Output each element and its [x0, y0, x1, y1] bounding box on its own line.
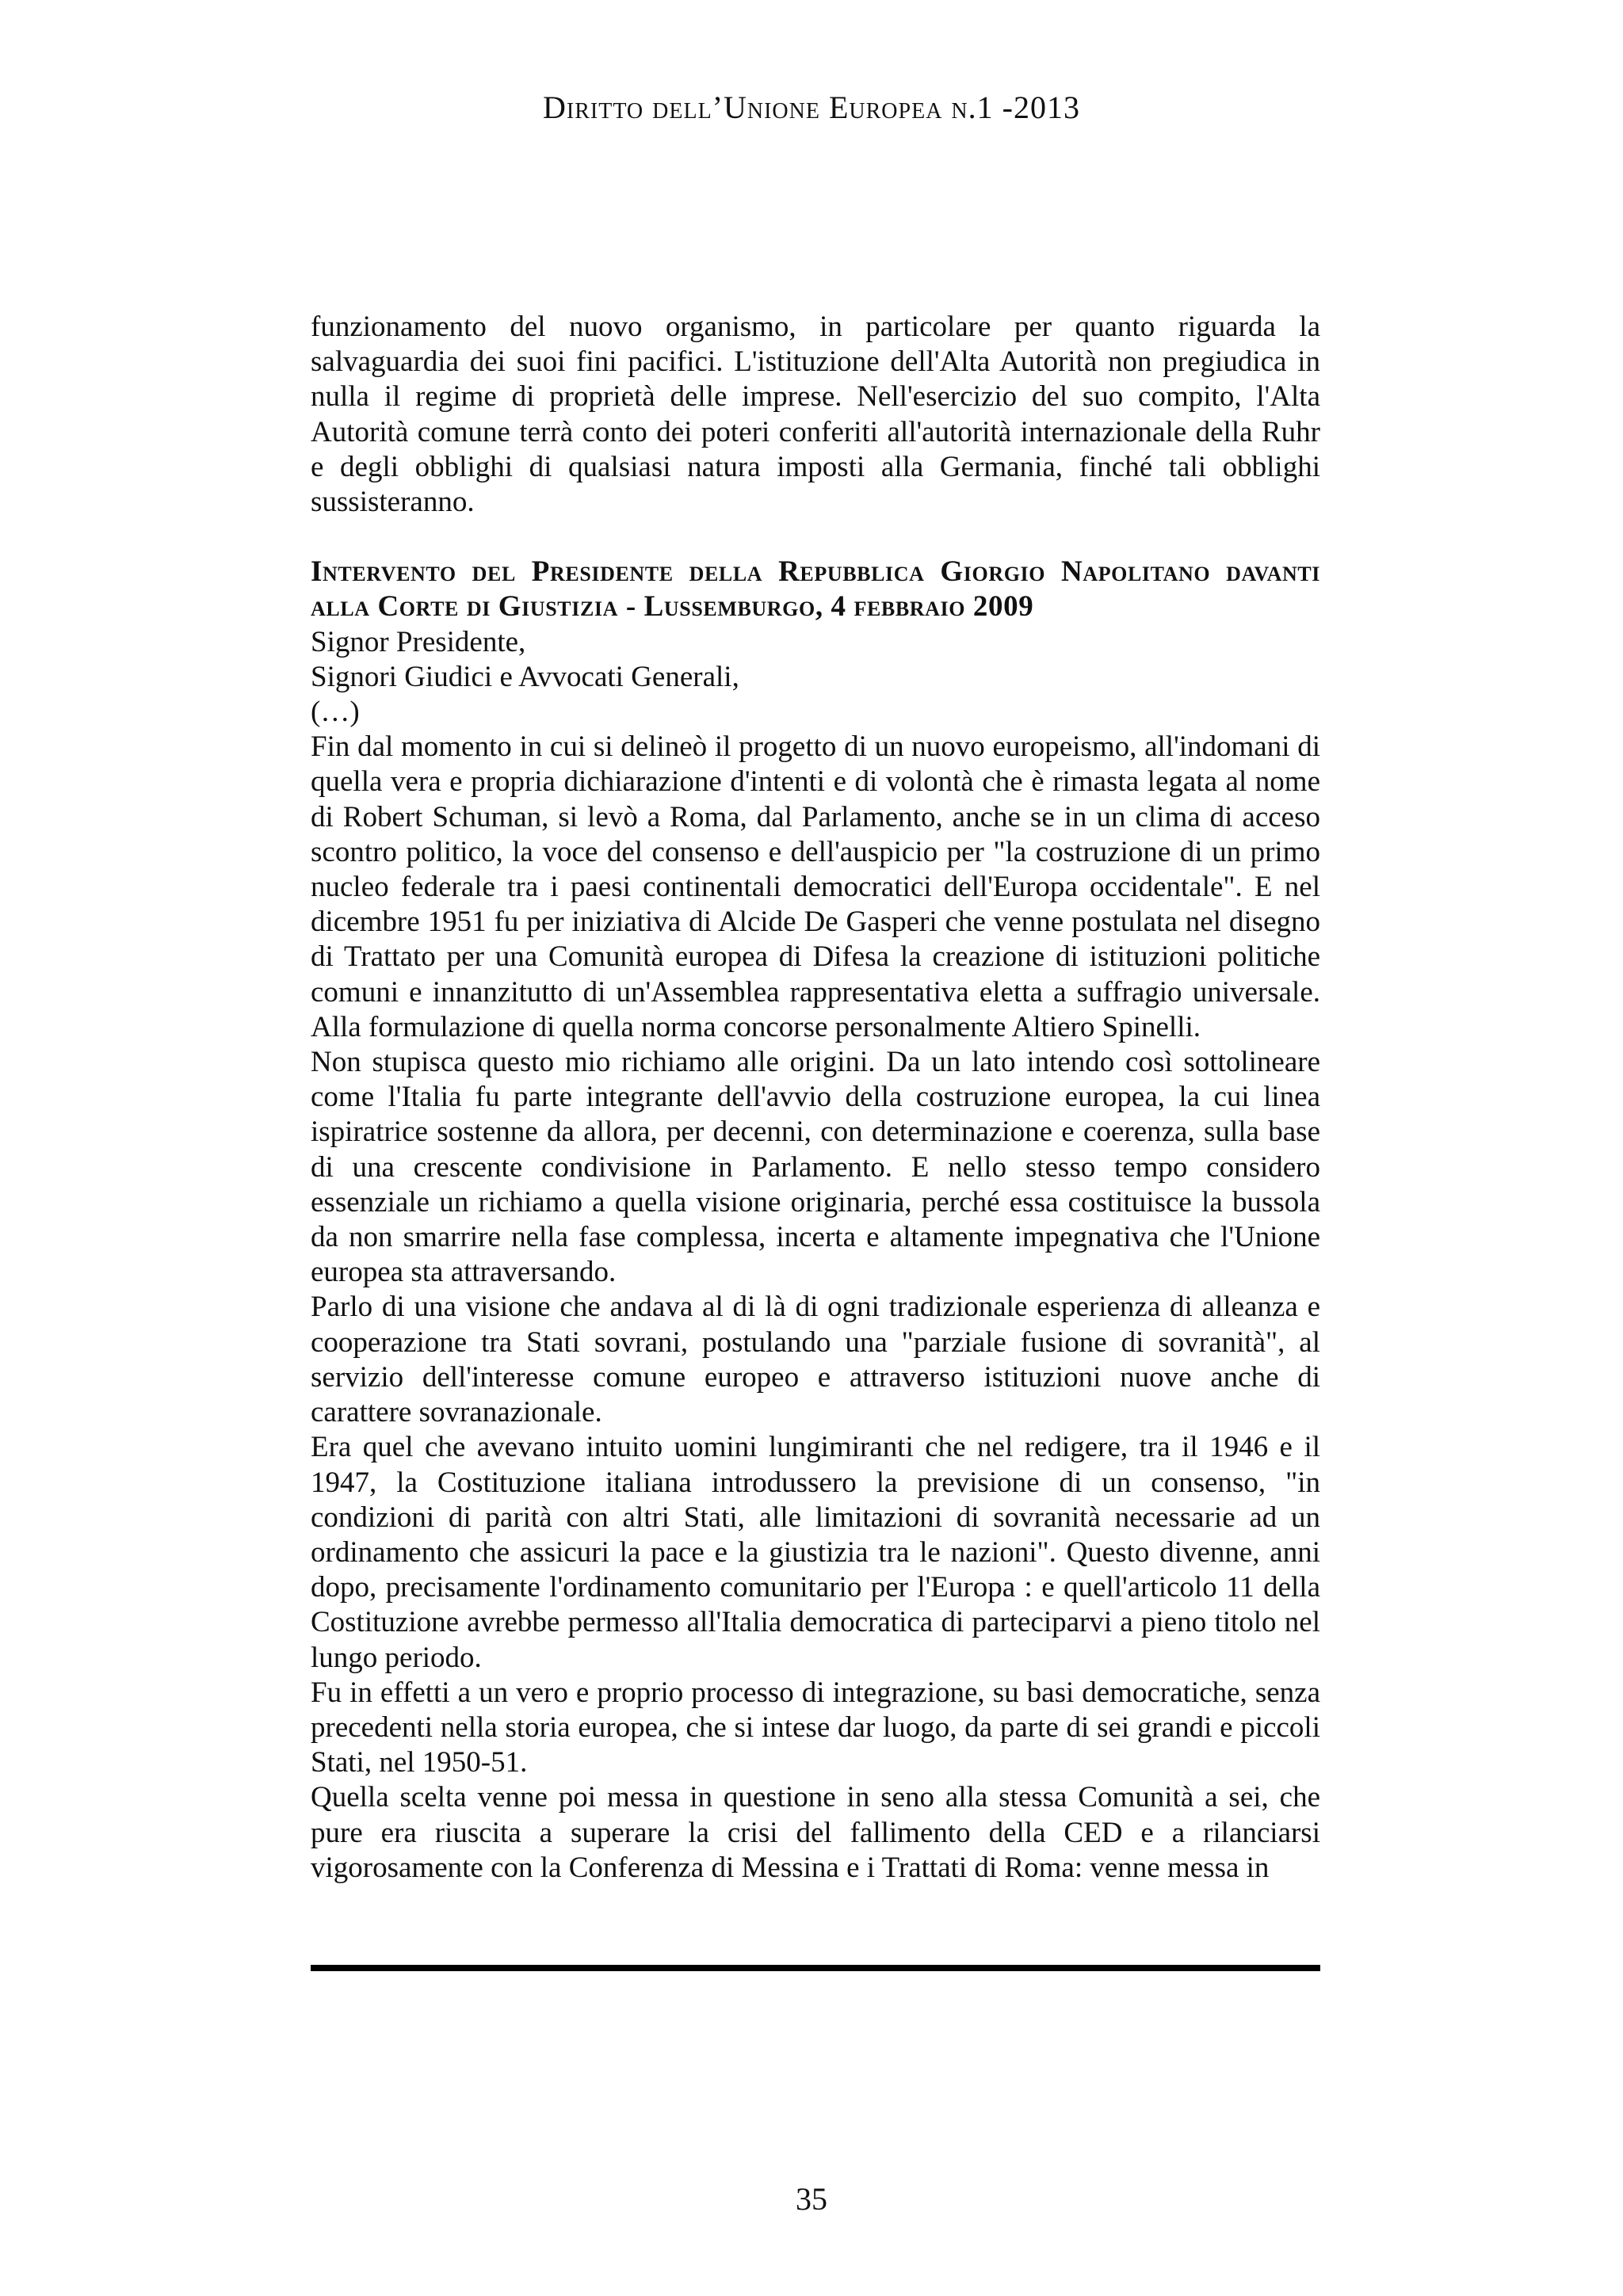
salutation-judges: Signori Giudici e Avvocati Generali, — [311, 660, 739, 693]
paragraph-intro: funzionamento del nuovo organismo, in particolare per quanto riguarda la salvaguardia dei suoi fini pacifici. L'istituzione dell'Alta Autorità non pregiudica in nulla il regime di proprietà delle imprese. Nell'esercizio del suo compito, l'Alta Autorità comune terrà conto dei poteri conferiti all'autorità internazionale della Ruhr e degli obblighi di qualsiasi natura imposti alla Germania, finché tali obblighi sussisteranno. — [311, 311, 1320, 519]
paragraph-4: Era quel che avevano intuito uomini lungimiranti che nel redigere, tra il 1946 e il 1947, la Costituzione italiana introdussero la previsione di un consenso, "in condizioni di parità con altri Stati, alle limitazioni di sovranità necessarie ad un ordinamento che assicuri la pace e la giustizia tra le nazioni". Questo divenne, anni dopo, precisamente l'ordinamento comunitario per l'Europa : e quell'articolo 11 della Costituzione avrebbe permesso all'Italia democratica di parteciparvi a pieno titolo nel lungo periodo. — [311, 1431, 1320, 1674]
page-body — [311, 310, 1320, 1886]
paragraph-3: Parlo di una visione che andava al di là di ogni tradizionale esperienza di alleanza e cooperazione tra Stati sovrani, postulando una "parziale fusione di sovranità", al servizio dell'interesse comune europeo e attraverso istituzioni nuove anche di carattere sovranazionale. — [311, 1291, 1320, 1429]
paragraph-1: Fin dal momento in cui si delineò il progetto di un nuovo europeismo, all'indomani di quella vera e propria dichiarazione d'intenti e di volontà che è rimasta legata al nome di Robert Schuman, si levò a Roma, dal Parlamento, anche se in un clima di acceso scontro politico, la voce del consenso e dell'auspicio per "la costruzione di un primo nucleo federale tra i paesi continentali democratici dell'Europa occidentale". E nel dicembre 1951 fu per iniziativa di Alcide De Gasperi che venne postulata nel disegno di Trattato per una Comunità europea di Difesa la creazione di istituzioni politiche comuni e innanzitutto di un'Assemblea rappresentativa eletta a suffragio universale. Alla formulazione di quella norma concorse personalmente Altiero Spinelli. — [311, 730, 1320, 1043]
page-number: 35 — [796, 2181, 827, 2217]
paragraph-5: Fu in effetti a un vero e proprio processo di integrazione, su basi democratiche, senza precedenti nella storia europea, che si intese dar luogo, da parte di sei grandi e piccoli Stati, nel 1950-51. — [311, 1676, 1320, 1779]
paragraph-gap — [311, 520, 1320, 555]
salutation-president: Signor Presidente, — [311, 625, 526, 658]
running-header: Diritto dell’Unione Europea n.1 -2013 — [543, 90, 1080, 125]
paragraph-6: Quella scelta venne poi messa in questione in seno alla stessa Comunità a sei, che pure era riuscita a superare la crisi del fallimento della CED e a rilanciarsi vigorosamente con la Conferenza di Messina e i Trattati di Roma: venne messa in — [311, 1781, 1320, 1884]
paragraph-2: Non stupisca questo mio richiamo alle origini. Da un lato intendo così sottolineare come l'Italia fu parte integrante dell'avvio della costruzione europea, la cui linea ispiratrice sostenne da allora, per decenni, con determinazione e coerenza, sulla base di una crescente condivisione in Parlamento. E nello stesso tempo considero essenziale un richiamo a quella visione originaria, perché essa costituisce la bussola da non smarrire nella fase complessa, incerta e altamente impegnativa che l'Unione europea sta attraversando. — [311, 1046, 1320, 1289]
footer-rule — [311, 1965, 1320, 1971]
ellipsis: (…) — [311, 696, 360, 729]
section-heading: Intervento del Presidente della Repubblica Giorgio Napolitano davanti alla Corte di Giustizia - Lussemburgo, 4 febbraio 2009 — [311, 555, 1320, 624]
